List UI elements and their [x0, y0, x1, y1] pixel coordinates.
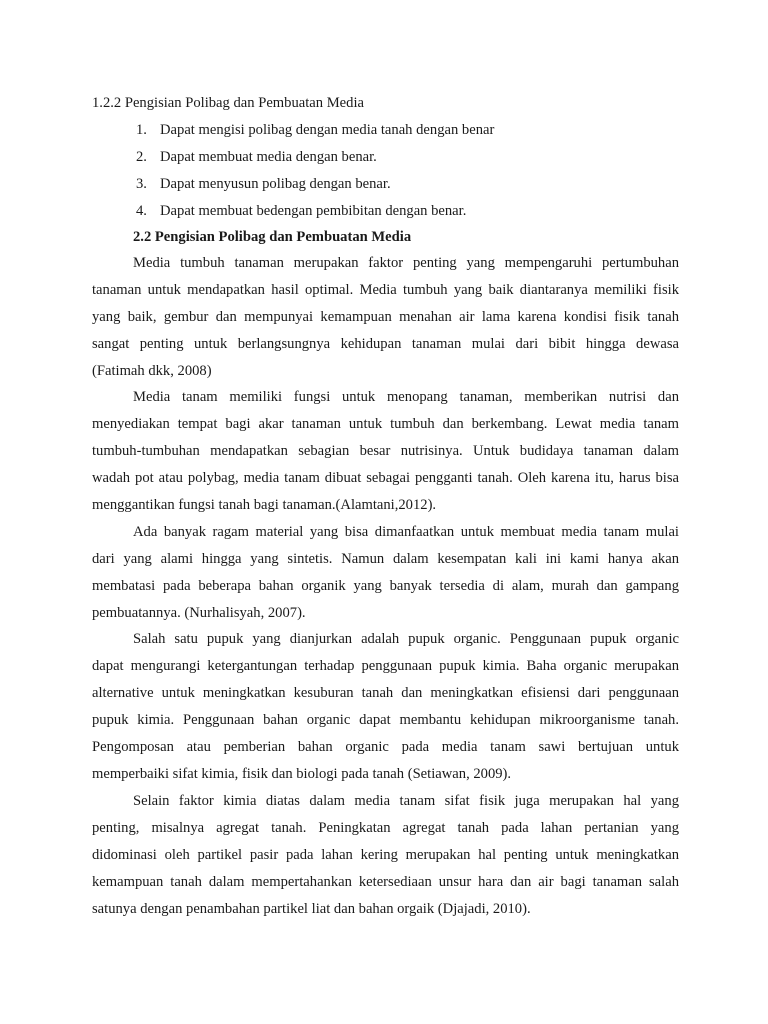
paragraph-line: menggantikan fungsi tanah bagi tanaman.(Alamtani,2012).: [92, 497, 437, 513]
paragraph-line: tanaman untuk mendapatkan hasil optimal. Media tumbuh yang baik diantaranya memiliki fisik: [92, 282, 679, 298]
objective-text: Dapat membuat media dengan benar.: [160, 149, 377, 165]
paragraph-line: Salah satu pupuk yang dianjurkan adalah pupuk organic. Penggunaan pupuk organic: [133, 631, 679, 647]
objective-item: [136, 175, 391, 193]
objective-item: [136, 148, 377, 166]
objective-number: 1.: [136, 122, 147, 138]
paragraph-line: (Fatimah dkk, 2008): [92, 363, 212, 379]
objective-text: Dapat membuat bedengan pembibitan dengan benar.: [160, 203, 467, 219]
paragraph-line: menyediakan tempat bagi akar tanaman untuk tumbuh dan berkembang. Lewat media tanam: [92, 416, 679, 432]
section-heading: 2.2 Pengisian Polibag dan Pembuatan Media: [133, 229, 412, 245]
sub-heading: 1.2.2 Pengisian Polibag dan Pembuatan Media: [92, 95, 364, 111]
paragraph-line: Ada banyak ragam material yang bisa dimanfaatkan untuk membuat media tanam mulai: [133, 524, 679, 540]
paragraph-line: yang baik, gembur dan mempunyai kemampuan menahan air lama karena kondisi fisik tanah: [92, 309, 679, 325]
paragraph-line: satunya dengan penambahan partikel liat dan bahan orgaik (Djajadi, 2010).: [92, 901, 531, 917]
paragraph-line: wadah pot atau polybag, media tanam dibuat sebagai pengganti tanah. Oleh karena itu, harus bisa: [92, 470, 679, 486]
paragraph-line: kemampuan tanah dalam mempertahankan ketersediaan unsur hara dan air bagi tanaman salah: [92, 874, 679, 890]
objective-item: [136, 121, 494, 139]
paragraph-line: dari yang alami hingga yang sintetis. Namun dalam kesempatan kali ini kami hanya akan: [92, 551, 679, 567]
paragraph-line: dapat mengurangi ketergantungan terhadap penggunaan pupuk kimia. Baha organic merupakan: [92, 658, 679, 674]
paragraph-line: penting, misalnya agregat tanah. Peningkatan agregat tanah pada lahan pertanian yang: [92, 820, 679, 836]
objective-text: Dapat menyusun polibag dengan benar.: [160, 176, 391, 192]
objective-number: 3.: [136, 176, 147, 192]
objective-text: Dapat mengisi polibag dengan media tanah dengan benar: [160, 122, 495, 138]
paragraph-line: pupuk kimia. Penggunaan bahan organic dapat membantu kehidupan mikroorganisme tanah.: [92, 712, 679, 728]
paragraph-line: memperbaiki sifat kimia, fisik dan biologi pada tanah (Setiawan, 2009).: [92, 766, 512, 782]
paragraph-line: Pengomposan atau pemberian bahan organic pada media tanam sawi bertujuan untuk: [92, 739, 679, 755]
objective-item: [136, 202, 466, 220]
paragraph-line: alternative untuk meningkatkan kesuburan tanah dan meningkatkan efisiensi dari penggunaan: [92, 685, 679, 701]
paragraph-line: pembuatannya. (Nurhalisyah, 2007).: [92, 605, 306, 621]
paragraph-line: tumbuh-tumbuhan mendapatkan sebagian besar nutrisinya. Untuk budidaya tanaman dalam: [92, 443, 679, 459]
paragraph-line: Media tanam memiliki fungsi untuk menopang tanaman, memberikan nutrisi dan: [133, 389, 679, 405]
objective-number: 4.: [136, 203, 147, 219]
paragraph-line: membatasi pada beberapa bahan organik yang banyak tersedia di alam, murah dan gampang: [92, 578, 679, 594]
paragraph-line: Selain faktor kimia diatas dalam media tanam sifat fisik juga merupakan hal yang: [133, 793, 679, 809]
paragraph-line: sangat penting untuk berlangsungnya kehidupan tanaman mulai dari bibit hingga dewasa: [92, 336, 679, 352]
objective-number: 2.: [136, 149, 147, 165]
paragraph-line: Media tumbuh tanaman merupakan faktor penting yang mempengaruhi pertumbuhan: [133, 255, 679, 271]
paragraph-line: didominasi oleh partikel pasir pada lahan kering merupakan hal penting untuk meningkatkan: [92, 847, 679, 863]
